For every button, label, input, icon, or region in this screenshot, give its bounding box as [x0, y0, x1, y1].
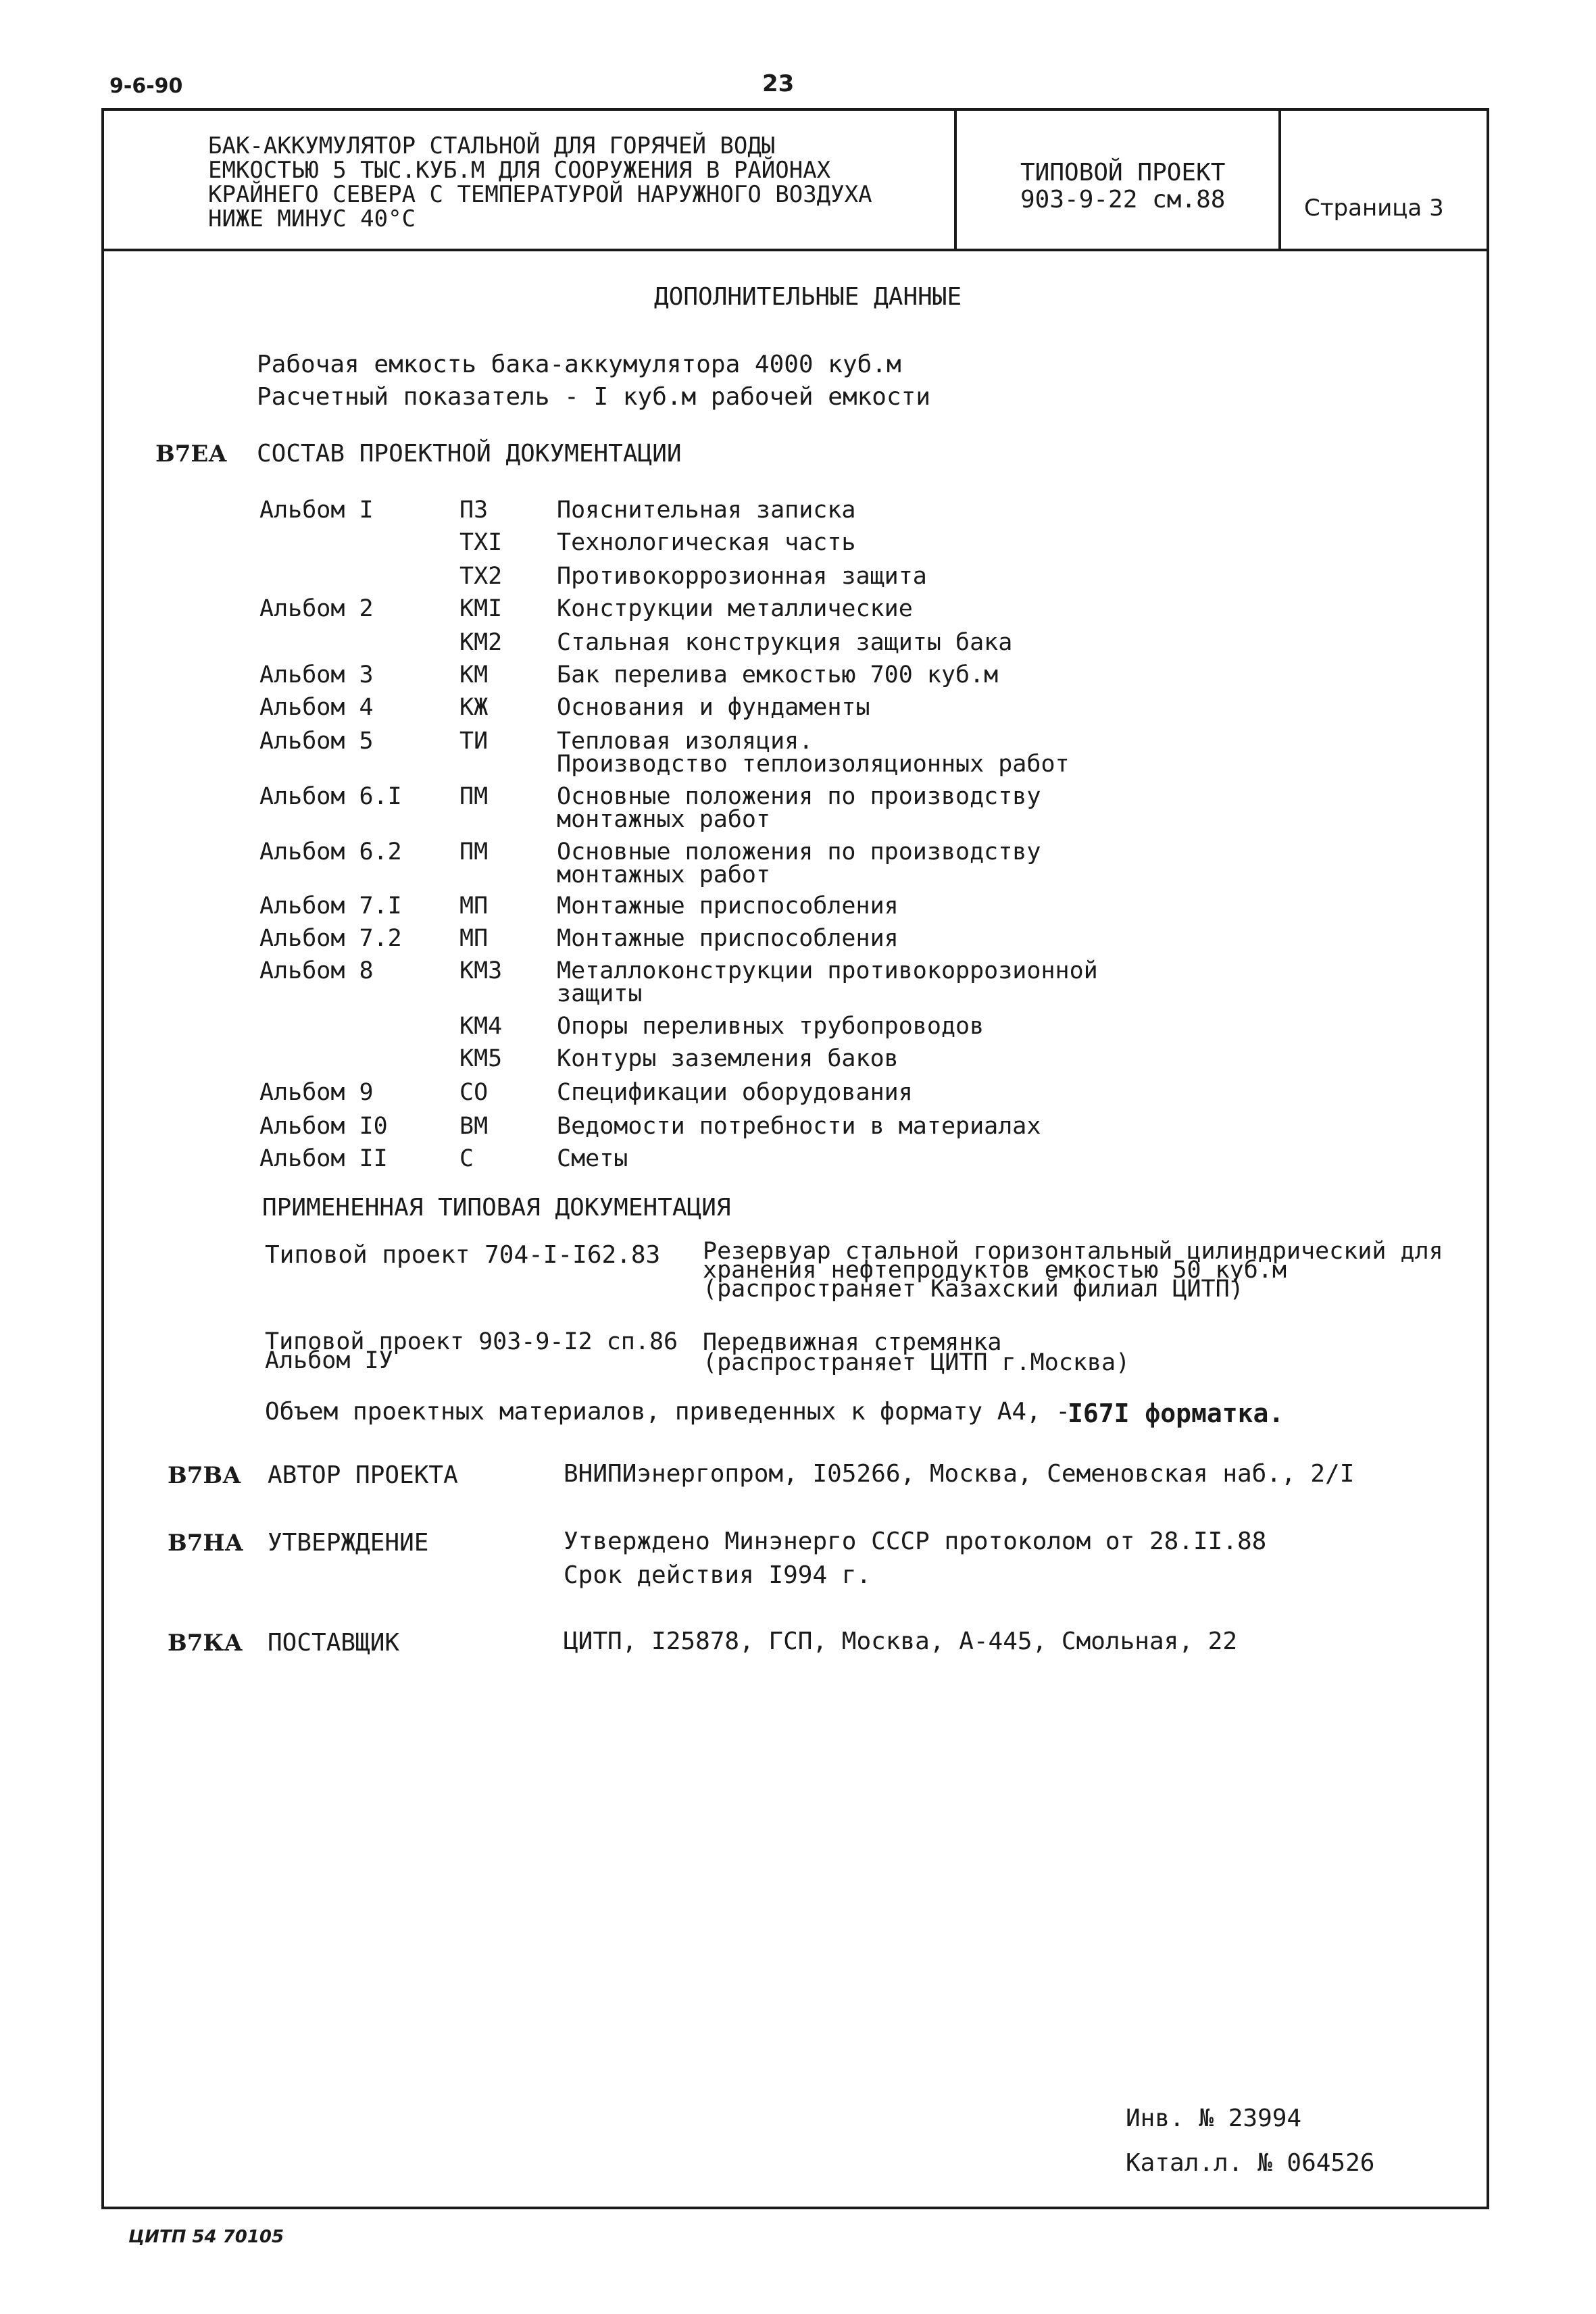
applied-ref: Типовой проект 903-9-I2 сп.86 Альбом IУ: [265, 1328, 678, 1374]
doc-code: ПМ: [459, 838, 489, 865]
approval-value: Утверждено Минэнерго СССР протоколом от 28.II.88: [564, 1528, 1267, 1555]
indicator-line: Расчетный показатель - I куб.м рабочей емкости: [257, 383, 930, 411]
doc-album: Альбом 2: [259, 595, 374, 622]
doc-description: Основания и фундаменты: [557, 694, 870, 721]
applied-desc: Резервуар стальной горизонтальный цилиндрический для хранения нефтепродуктов емкостью 50 куб.м (распространяет Казахский филиал ЦИТП): [703, 1238, 1443, 1303]
doc-description: Сметы: [557, 1145, 628, 1172]
doc-description: Основные положения по производству монтажных работ: [557, 838, 1041, 888]
title-line: КРАЙНЕГО СЕВЕРА С ТЕМПЕРАТУРОЙ НАРУЖНОГО ВОЗДУХА: [208, 181, 872, 208]
doc-album: Альбом 5: [259, 728, 374, 755]
composition-code: В7ЕА: [155, 441, 228, 468]
author-code: В7ВА: [168, 1462, 241, 1489]
doc-description: Монтажные приспособления: [557, 892, 899, 920]
doc-code: КЖ: [459, 694, 489, 721]
capacity-line: Рабочая емкость бака-аккумулятора 4000 куб.м: [257, 351, 901, 378]
doc-description: Опоры переливных трубопроводов: [557, 1013, 984, 1040]
doc-description: Пояснительная записка: [557, 497, 856, 524]
date-stamp: 9-6-90: [109, 74, 183, 98]
doc-code: КМ2: [459, 629, 503, 656]
project-block: [1020, 159, 1225, 213]
page-number: 23: [762, 70, 795, 97]
doc-album: Альбом 9: [259, 1079, 374, 1106]
volume-line: Объем проектных материалов, приведенных к формату А4, -: [265, 1398, 1071, 1426]
doc-description: Технологическая часть: [557, 529, 856, 556]
doc-description: Контуры заземления баков: [557, 1045, 899, 1072]
sheet-number: Страница 3: [1304, 195, 1444, 222]
doc-album: Альбом 6.I: [259, 783, 402, 810]
doc-description: Противокоррозионная защита: [557, 563, 927, 590]
doc-code: ТХI: [459, 529, 503, 556]
doc-description: Тепловая изоляция. Производство теплоизоляционных работ: [557, 728, 1070, 778]
doc-album: Альбом I: [259, 497, 374, 524]
doc-description: Конструкции металлические: [557, 595, 913, 622]
volume-value: I67I форматка.: [1068, 1399, 1285, 1428]
doc-description: Спецификации оборудования: [557, 1079, 913, 1106]
doc-code: КМI: [459, 595, 503, 622]
doc-code: МП: [459, 892, 489, 920]
author-value: ВНИПИэнергопром, I05266, Москва, Семеновская наб., 2/I: [564, 1460, 1355, 1488]
applied-desc: Передвижная стремянка (распространяет ЦИТП г.Москва): [703, 1329, 1130, 1376]
doc-description: Основные положения по производству монтажных работ: [557, 783, 1041, 833]
doc-description: Стальная конструкция защиты бака: [557, 629, 1013, 656]
doc-description: Ведомости потребности в материалах: [557, 1113, 1041, 1140]
doc-code: С: [459, 1145, 474, 1172]
header-column-divider-2: [1278, 108, 1281, 250]
project-code: 903-9-22 см.88: [1020, 186, 1226, 213]
doc-album: Альбом 7.2: [259, 925, 402, 952]
doc-description: Бак перелива емкостью 700 куб.м: [557, 661, 999, 688]
doc-code: ТИ: [459, 728, 489, 755]
approval-label: УТВЕРЖДЕНИЕ: [268, 1529, 429, 1557]
supplier-value: ЦИТП, I25878, ГСП, Москва, А-445, Смольная, 22: [564, 1628, 1237, 1655]
doc-code: ВМ: [459, 1113, 489, 1140]
doc-album: Альбом 7.I: [259, 892, 402, 920]
applied-ref: Типовой проект 704-I-I62.83: [265, 1241, 661, 1269]
title-line: НИЖЕ МИНУС 40°С: [208, 205, 416, 232]
doc-code: ТХ2: [459, 563, 503, 590]
header-column-divider-1: [954, 108, 957, 250]
doc-code: КМ3: [459, 957, 503, 984]
doc-album: Альбом II: [259, 1145, 388, 1172]
project-label: ТИПОВОЙ ПРОЕКТ: [1020, 159, 1226, 186]
approval-code: В7НА: [168, 1530, 244, 1557]
author-label: АВТОР ПРОЕКТА: [268, 1461, 458, 1489]
applied-title: ПРИМЕНЕННАЯ ТИПОВАЯ ДОКУМЕНТАЦИЯ: [262, 1194, 731, 1222]
doc-description: Монтажные приспособления: [557, 925, 899, 952]
doc-code: ПМ: [459, 783, 489, 810]
section-title: ДОПОЛНИТЕЛЬНЫЕ ДАННЫЕ: [654, 283, 962, 311]
title-line: ЕМКОСТЬЮ 5 ТЫС.КУБ.М ДЛЯ СООРУЖЕНИЯ В РАЙОНАХ: [208, 157, 831, 184]
approval-term: Срок действия I994 г.: [564, 1561, 872, 1589]
composition-title: СОСТАВ ПРОЕКТНОЙ ДОКУМЕНТАЦИИ: [257, 440, 682, 468]
catalog-number: Катал.л. № 064526: [1126, 2149, 1375, 2177]
doc-album: Альбом 4: [259, 694, 374, 721]
doc-album: Альбом I0: [259, 1113, 388, 1140]
inventory-number: Инв. № 23994: [1126, 2105, 1302, 2132]
doc-code: СО: [459, 1079, 489, 1106]
doc-album: Альбом 3: [259, 661, 374, 688]
documentation-list: [259, 499, 1449, 1182]
supplier-label: ПОСТАВЩИК: [268, 1629, 400, 1657]
doc-album: Альбом 6.2: [259, 838, 402, 865]
document-title: [208, 134, 872, 231]
doc-code: ПЗ: [459, 497, 489, 524]
doc-album: Альбом 8: [259, 957, 374, 984]
supplier-code: В7КА: [168, 1630, 243, 1657]
footer-stamp: ЦИТП 54 70105: [128, 2227, 284, 2247]
doc-code: КМ: [459, 661, 489, 688]
doc-description: Металлоконструкции противокоррозионной защиты: [557, 957, 1098, 1007]
doc-code: КМ4: [459, 1013, 503, 1040]
doc-code: МП: [459, 925, 489, 952]
title-line: БАК-АККУМУЛЯТОР СТАЛЬНОЙ ДЛЯ ГОРЯЧЕЙ ВОДЫ: [208, 132, 776, 159]
doc-code: КМ5: [459, 1045, 503, 1072]
